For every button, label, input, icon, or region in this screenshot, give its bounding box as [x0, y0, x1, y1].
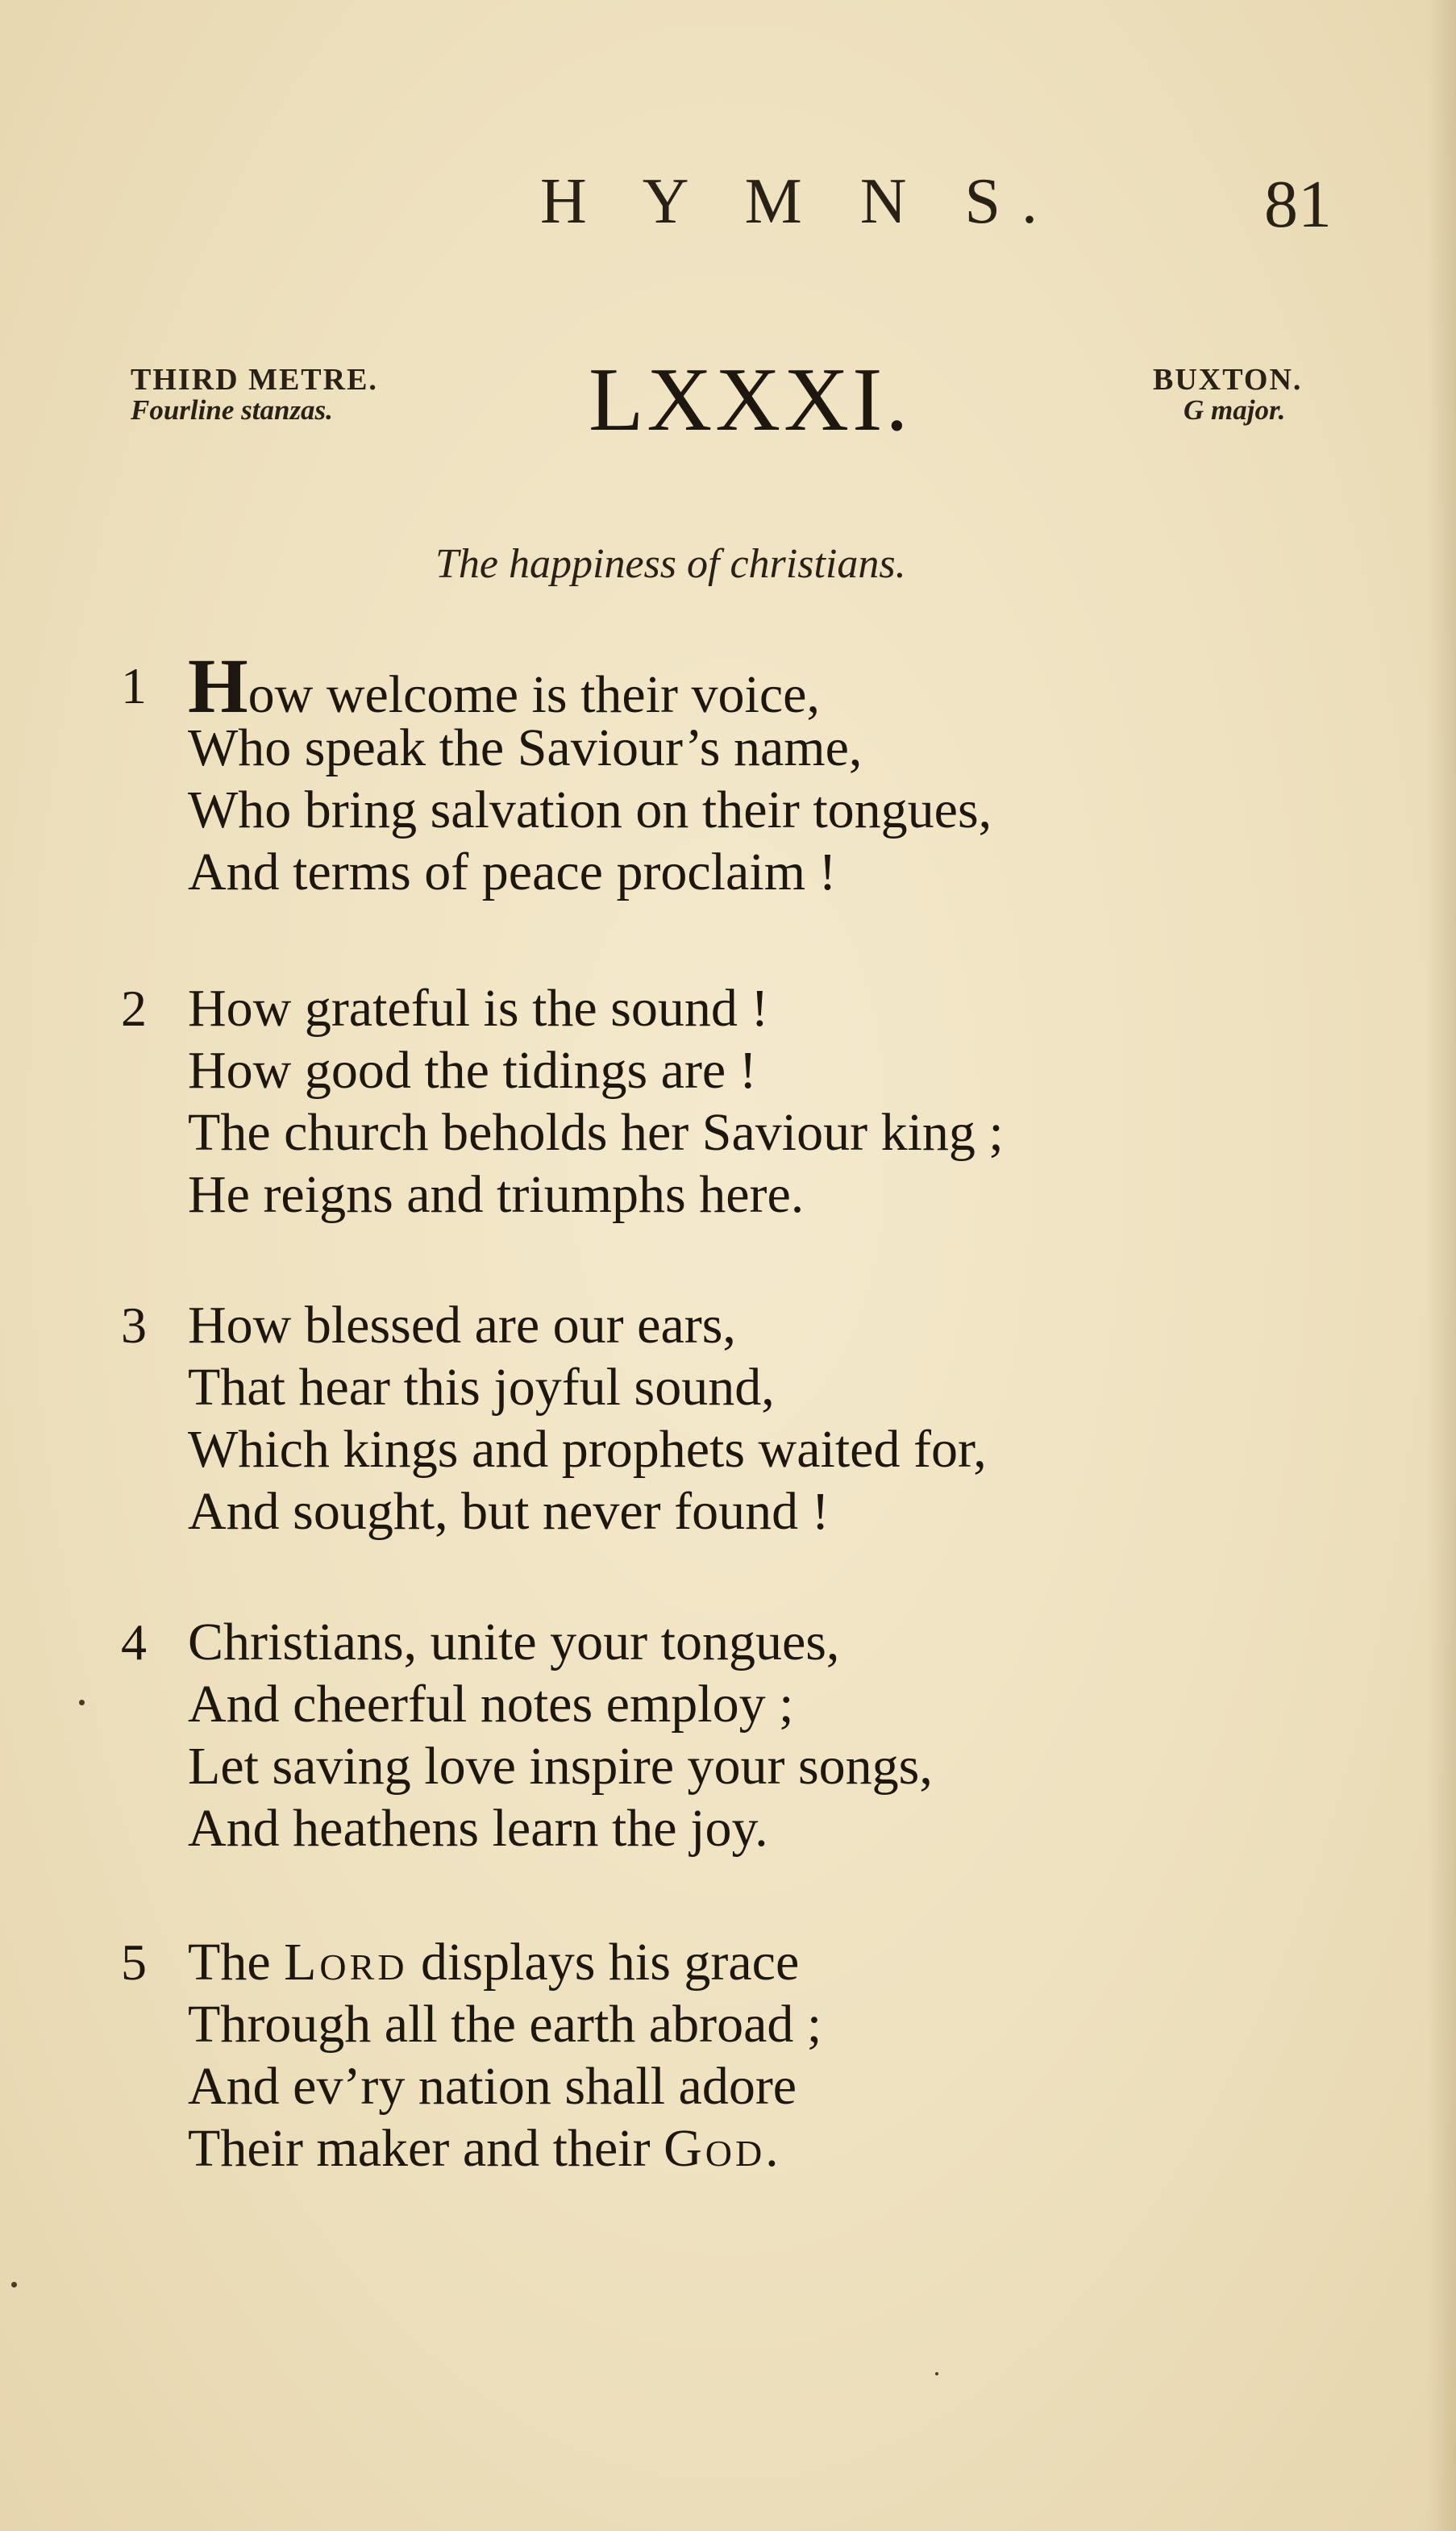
stanza-3 [121, 1294, 987, 1542]
verse-line: Let saving love inspire your songs, [188, 1737, 933, 1796]
metre-info [131, 364, 378, 424]
verse-line: He reigns and triumphs here. [188, 1165, 805, 1224]
verse-line: How good the tidings are ! [188, 1041, 757, 1100]
stanza-form-label: Fourline stanzas. [131, 393, 333, 426]
metre-label: THIRD METRE. [131, 363, 378, 397]
verse-line: That hear this joyful sound, [188, 1358, 775, 1417]
verse-line: And sought, but never found ! [188, 1482, 830, 1541]
verse-line [121, 1611, 933, 1673]
stanza-number: 1 [121, 657, 147, 714]
verse-line: And cheerful notes employ ; [188, 1675, 794, 1734]
stanza-2 [121, 977, 1004, 1226]
tune-name: BUXTON. [1153, 363, 1303, 397]
verse-line-text: displays his grace [407, 1933, 800, 1992]
stanza-number: 5 [121, 1934, 147, 1991]
verse-line-text: How blessed are our ears, [188, 1296, 736, 1355]
verse-line: Through all the earth abroad ; [188, 1995, 822, 2054]
stanza-number: 4 [121, 1613, 147, 1671]
drop-cap: H [188, 643, 248, 729]
stanza-1 [121, 643, 992, 903]
stanza-number: 3 [121, 1297, 147, 1354]
verse-line: Who bring salvation on their tongues, [188, 781, 992, 839]
verse-line-text: The [188, 1933, 285, 1992]
verse-line [121, 2117, 822, 2179]
verse-line-text: Christians, unite your tongues, [188, 1613, 840, 1671]
paper-speck [11, 2282, 17, 2287]
verse-line [121, 1294, 987, 1356]
verse-line: The church beholds her Saviour king ; [188, 1103, 1004, 1162]
hymn-subtitle: The happiness of christians. [435, 541, 906, 587]
verse-line: And heathens learn the joy. [188, 1799, 768, 1858]
tune-key: G major. [1184, 393, 1286, 426]
verse-line [121, 1931, 822, 1993]
stanza-4 [121, 1611, 933, 1859]
verse-line: And terms of peace proclaim ! [188, 843, 837, 901]
verse-line [121, 977, 1004, 1039]
verse-line-text: ow welcome is their voice, [248, 665, 820, 724]
stanza-number: 2 [121, 980, 147, 1037]
verse-line: Which kings and prophets waited for, [188, 1420, 987, 1479]
verse-line [121, 643, 992, 729]
hymn-number: LXXXI. [589, 350, 912, 450]
page-number: 81 [1264, 167, 1332, 242]
verse-line: Who speak the Saviour’s name, [188, 718, 863, 777]
tune-info [1153, 364, 1302, 424]
verse-line-text: Their maker and their [188, 2119, 664, 2178]
paper-speck [79, 1700, 85, 1705]
verse-line: And ev’ry nation shall adore [188, 2057, 797, 2116]
paper-speck [935, 2372, 938, 2375]
small-caps-word: God. [664, 2119, 782, 2178]
running-title: H Y M N S. [540, 166, 1059, 237]
stanza-5 [121, 1931, 822, 2179]
verse-line-text: How grateful is the sound ! [188, 979, 769, 1038]
small-caps-word: Lord [284, 1933, 408, 1992]
